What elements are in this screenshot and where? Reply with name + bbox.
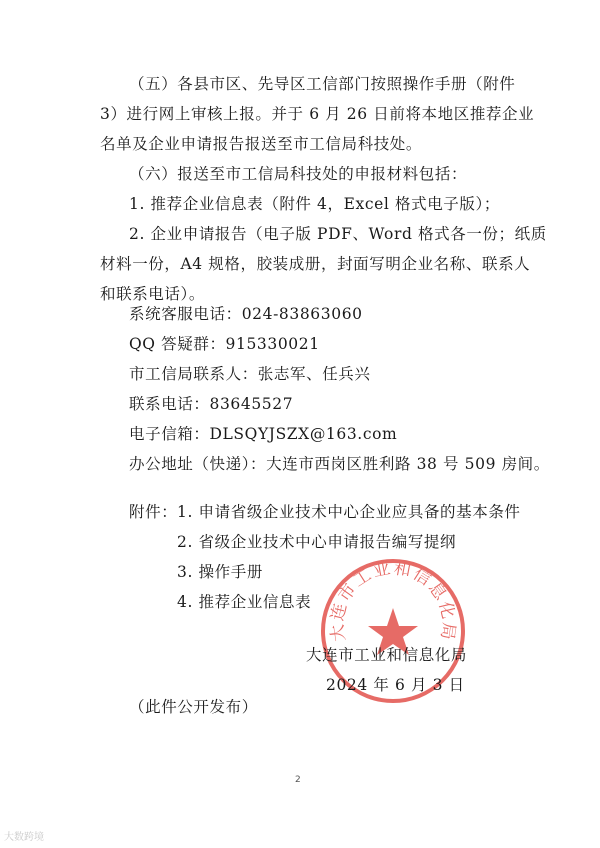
attachment-item-1: 1. 申请省级企业技术中心企业应具备的基本条件	[177, 503, 521, 521]
paragraph-5-line-2: 3）进行网上审核上报。并于 6 月 26 日前将本地区推荐企业	[100, 105, 535, 123]
material-item-1: 1. 推荐企业信息表（附件 4，Excel 格式电子版）；	[129, 195, 500, 213]
attachment-item-3: 3. 操作手册	[177, 563, 263, 581]
attachment-item-4: 4. 推荐企业信息表	[177, 593, 312, 611]
material-item-2-line-2: 材料一份，A4 规格，胶装成册，封面写明企业名称、联系人	[100, 255, 531, 273]
paragraph-6-line-1: （六）报送至市工信局科技处的申报材料包括：	[129, 165, 468, 183]
qq-group-text: QQ 答疑群：915330021	[129, 335, 320, 353]
email-text: 电子信箱：DLSQYJSZX@163.com	[129, 425, 398, 443]
issuing-org: 大连市工业和信息化局	[306, 646, 468, 664]
phone-text: 联系电话：83645527	[129, 395, 294, 413]
hotline-text: 系统客服电话：024-83863060	[129, 305, 363, 323]
paragraph-5-line-3: 名单及企业申请报告报送至市工信局科技处。	[100, 135, 423, 153]
page-number: 2	[295, 775, 301, 785]
attachment-item-2: 2. 省级企业技术中心申请报告编写提纲	[177, 533, 457, 551]
paragraph-5-line-1: （五）各县市区、先导区工信部门按照操作手册（附件	[129, 75, 516, 93]
material-item-2-line-3: 和联系电话）。	[100, 285, 205, 303]
contact-person-text: 市工信局联系人：张志军、任兵兴	[129, 365, 371, 383]
seal-arc-text: 大连市工业和信息化局	[327, 558, 459, 643]
issue-date: 2024 年 6 月 3 日	[326, 676, 465, 694]
material-item-2-line-1: 2. 企业申请报告（电子版 PDF、Word 格式各一份；纸质	[129, 225, 547, 243]
address-text: 办公地址（快递）：大连市西岗区胜利路 38 号 509 房间。	[129, 455, 550, 473]
watermark-text: 大数跨境	[4, 832, 44, 843]
attachments-label: 附件：	[129, 503, 178, 521]
release-note: （此件公开发布）	[129, 698, 258, 716]
